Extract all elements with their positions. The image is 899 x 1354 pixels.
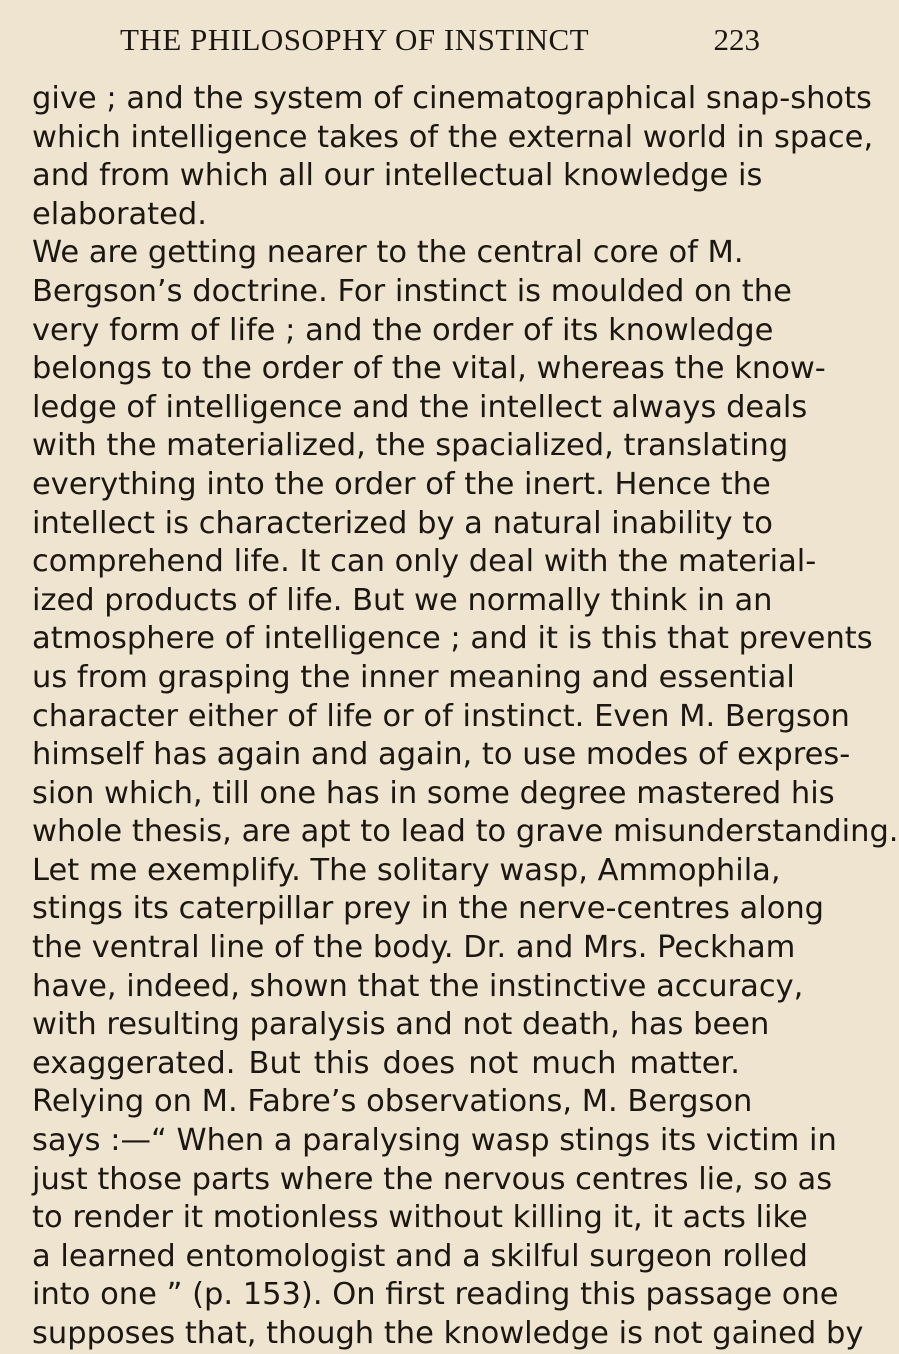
text-line: stings its caterpillar prey in the nerve-centres along — [32, 891, 825, 927]
text-line: Let me exemplify. The solitary wasp, Ammophila, — [32, 852, 781, 888]
text-line: ledge of intelligence and the intellect always deals — [32, 389, 808, 425]
text-line: ized products of life. But we normally think in an — [32, 582, 773, 618]
text-line: to render it motionless without killing it, it acts like — [32, 1200, 808, 1236]
text-line: himself has again and again, to use modes of expres- — [32, 737, 851, 773]
text-line: comprehend life. It can only deal with the material- — [32, 544, 817, 580]
text-line: with the materialized, the spacialized, translating — [32, 428, 789, 464]
text-line: Bergson’s doctrine. For instinct is moulded on the — [32, 273, 792, 309]
body-text — [32, 80, 899, 1354]
text-line: with resulting paralysis and not death, has been — [32, 1007, 770, 1043]
text-line: atmosphere of intelligence ; and it is this that prevents — [32, 621, 873, 657]
text-line: says :—“ When a paralysing wasp stings its victim in — [32, 1123, 837, 1159]
text-line: exaggerated. But this does not much matter. — [32, 1045, 740, 1081]
text-line: which intelligence takes of the external world in space, — [32, 119, 874, 155]
running-title: THE PHILOSOPHY OF INSTINCT — [120, 22, 590, 57]
text-line: a learned entomologist and a skilful surgeon rolled — [32, 1238, 808, 1274]
text-line: elaborated. — [32, 196, 207, 232]
text-line: have, indeed, shown that the instinctive accuracy, — [32, 968, 804, 1004]
text-line: belongs to the order of the vital, whereas the know- — [32, 351, 826, 387]
page-number: 223 — [713, 22, 760, 57]
text-line: sion which, till one has in some degree mastered his — [32, 775, 835, 811]
text-line: just those parts where the nervous centres lie, so as — [32, 1161, 833, 1197]
running-head — [120, 22, 760, 72]
text-line: give ; and the system of cinematographical snap-shots — [32, 81, 872, 116]
text-line: intellect is characterized by a natural inability to — [32, 505, 773, 541]
text-line: Relying on M. Fabre’s observations, M. Bergson — [32, 1084, 753, 1120]
text-line: the ventral line of the body. Dr. and Mrs. Peckham — [32, 930, 796, 966]
text-line: whole thesis, are apt to lead to grave misunderstanding. — [32, 814, 899, 850]
text-line: very form of life ; and the order of its knowledge — [32, 312, 774, 348]
text-line: character either of life or of instinct. Even M. Bergson — [32, 698, 850, 734]
text-line: us from grasping the inner meaning and essential — [32, 659, 795, 695]
text-line: and from which all our intellectual knowledge is — [32, 158, 763, 194]
text-line: supposes that, though the knowledge is not gained by — [32, 1316, 864, 1351]
text-line: everything into the order of the inert. Hence the — [32, 466, 771, 502]
text-line: into one ” (p. 153). On first reading this passage one — [32, 1277, 839, 1313]
text-line: We are getting nearer to the central core of M. — [32, 235, 744, 271]
